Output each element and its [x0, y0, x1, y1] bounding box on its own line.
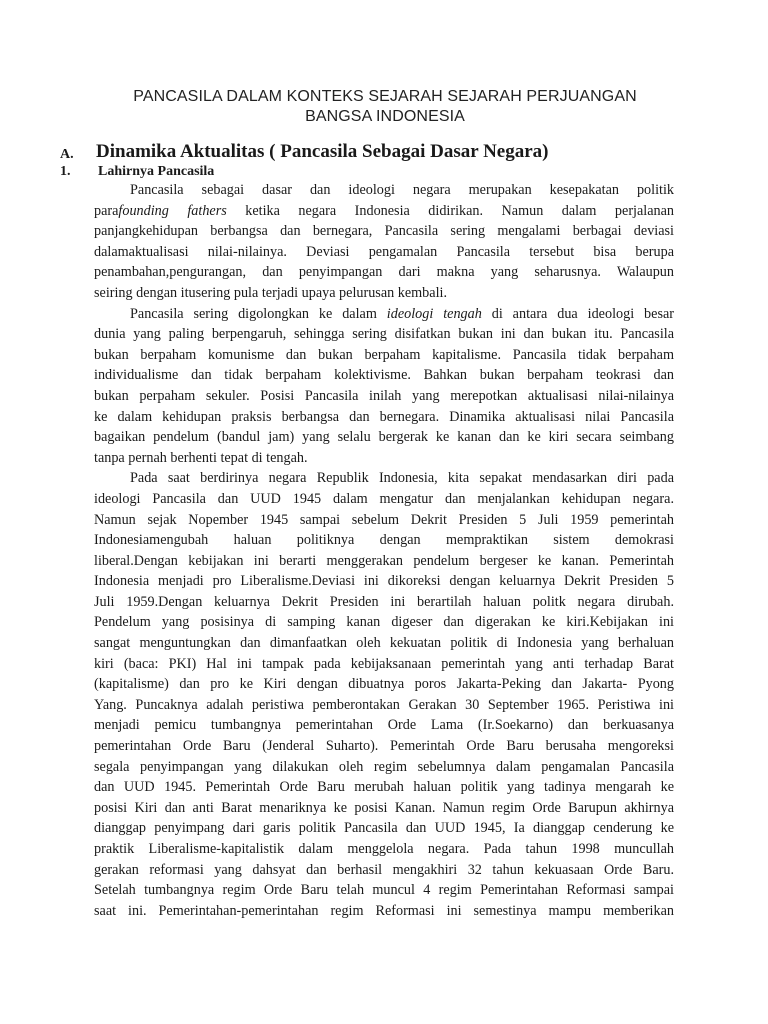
text-line — [94, 901, 674, 922]
text-line — [94, 715, 674, 736]
text-line — [94, 365, 674, 386]
text-line-content: Pancasila sebagai dasar dan ideologi negara merupakan kesepakatan politik — [130, 182, 674, 198]
text-line-content: Pada saat berdirinya negara Republik Indonesia, kita sepakat mendasarkan diri pada — [130, 470, 674, 487]
text-line — [94, 530, 674, 551]
text-line-content: praktik Liberalisme-kapitalistik dalam menggelola negara. Pada tahun 1998 muncullah — [94, 841, 674, 857]
text-line — [94, 510, 674, 531]
text-line-content: bukan berpaham komunisme dan bukan berpaham kapitalisme. Pancasila tidak berpaham — [94, 346, 674, 363]
text-line — [94, 695, 674, 716]
italic-term: founding fathers — [118, 202, 227, 219]
text-line — [94, 345, 674, 366]
text-line-content: liberal.Dengan kebijakan ini berarti menggerakan pendelum bergeser ke kanan. Pemerintah — [94, 552, 674, 569]
text-line — [94, 633, 674, 654]
text-line — [94, 839, 674, 860]
text-line-content: Indonesia menjadi pro Liberalisme.Deviasi ini dikoreksi dengan keluarnya Dekrit Presiden 5 — [94, 573, 674, 590]
subsection-marker: 1. — [60, 164, 71, 179]
text-line-content: dan UUD 1945. Pemerintah Orde Baru merubah haluan politik yang tadinya mengarah ke — [94, 779, 674, 796]
text-line-content: segala penyimpangan yang dilakukan oleh regim sebelumnya dalam pengamalan Pancasila — [94, 758, 674, 775]
text-line — [94, 180, 674, 201]
text-line-content: Pancasila sering digolongkan ke dalam — [130, 305, 387, 322]
text-line-content: tanpa pernah berhenti tepat di tengah. — [94, 449, 308, 466]
text-line — [94, 304, 674, 325]
text-line-content: ideologi Pancasila dan UUD 1945 dalam mengatur dan menjalankan kehidupan negara. — [94, 490, 674, 507]
italic-term: ideologi tengah — [386, 305, 482, 322]
text-line-content: di antara dua ideologi besar — [481, 305, 674, 322]
text-line — [94, 386, 674, 407]
text-line-content: kiri (baca: PKI) Hal ini tampak pada kebijaksanaan pemerintah yang anti terhadap Barat — [94, 655, 674, 672]
text-line — [94, 427, 674, 448]
text-line — [94, 407, 674, 428]
text-line — [94, 468, 674, 489]
text-line-content: Yang. Puncaknya adalah peristiwa pemberontakan Gerakan 30 September 1965. Peristiwa ini — [94, 696, 674, 713]
text-line — [94, 880, 674, 901]
text-line — [94, 674, 674, 695]
text-line-content: (kapitalisme) dan pro ke Kiri dengan dibuatnya poros Jakarta-Peking dan Jakarta- Pyong — [94, 676, 674, 693]
text-line — [94, 612, 674, 633]
text-line-content: penambahan,pengurangan, dan penyimpangan dari makna yang seharusnya. Walaupun — [94, 264, 674, 281]
section-marker: A. — [60, 147, 74, 162]
text-line — [94, 860, 674, 881]
text-line-content: Setelah tumbangnya regim Orde Baru telah muncul 4 regim Pemerintahan Reformasi sampai — [94, 882, 674, 899]
text-line — [94, 592, 674, 613]
text-line — [94, 262, 674, 283]
text-line-content: Indonesiamengubah haluan politiknya dengan mempraktikan sistem demokrasi — [94, 532, 674, 549]
text-line-content: bagaikan pendelum (bandul jam) yang selalu bergerak ke kanan dan ke kiri secara seimbang — [94, 429, 674, 446]
text-line — [94, 489, 674, 510]
text-line — [94, 736, 674, 757]
text-line-content: bukan perpaham sekuler. Posisi Pancasila inilah yang merepotkan aktualisasi nilai-nilainya — [94, 387, 674, 404]
text-line-content: menjadi pemicu tumbangnya pemerintahan Orde Lama (Ir.Soekarno) dan berkuasanya — [94, 717, 674, 734]
text-line-content: ke dalam kehidupan praksis berbangsa dan bernegara. Dinamika aktualisasi nilai Pancasila — [94, 408, 674, 425]
text-line-content: seiring dengan itusering pula terjadi upaya pelurusan kembali. — [94, 284, 448, 301]
text-line — [94, 324, 674, 345]
section-title: Dinamika Aktualitas ( Pancasila Sebagai Dasar Negara) — [96, 141, 549, 162]
text-line-content: Juli 1959.Dengan keluarnya Dekrit Presiden ini berartilah haluan politk negara dirubah. — [94, 593, 674, 610]
text-line-content: pemerintahan Orde Baru (Jenderal Suharto). Pemerintah Orde Baru berusaha mengoreksi — [94, 738, 674, 755]
text-line — [94, 242, 674, 263]
text-line — [94, 777, 674, 798]
text-line-content: saat ini. Pemerintahan-pemerintahan regim Reformasi ini semestinya mampu memberikan — [94, 902, 674, 919]
document-title-line-2: BANGSA INDONESIA — [305, 108, 465, 125]
text-line — [94, 201, 674, 222]
text-line — [94, 448, 674, 469]
text-line-content: dianggap penyimpang dari garis politik Pancasila dan UUD 1945, Ia dianggap cenderung ke — [94, 820, 674, 837]
text-line-content: sangat menguntungkan dan dimanfaatkan oleh kekuatan politik di Indonesia yang berhaluan — [94, 635, 674, 652]
text-line-content: ketika negara Indonesia didirikan. Namun dalam perjalanan — [226, 202, 675, 219]
text-line — [94, 283, 674, 304]
text-line — [94, 551, 674, 572]
document-title-line-1: PANCASILA DALAM KONTEKS SEJARAH SEJARAH PERJUANGAN — [133, 88, 637, 105]
text-line — [94, 818, 674, 839]
text-line — [94, 221, 674, 242]
text-line-content: panjangkehidupan berbangsa dan bernegara, Pancasila sering mengalami berbagai deviasi — [94, 223, 674, 240]
text-line-content: dunia yang paling berpengaruh, sehingga sering disifatkan bukan ini dan bukan itu. Pancasila — [94, 326, 674, 343]
text-line-content: gerakan reformasi yang dahsyat dan berhasil mengakhiri 32 tahun kekuasaan Orde Baru. — [94, 861, 674, 878]
text-line-content: individualisme dan tidak berpaham kolektivisme. Bahkan bukan berpaham teokrasi dan — [94, 367, 674, 384]
subsection-title: Lahirnya Pancasila — [98, 164, 215, 179]
text-line-content: Namun sejak Nopember 1945 sampai sebelum Dekrit Presiden 5 Juli 1959 pemerintah — [94, 511, 674, 528]
text-line — [94, 757, 674, 778]
text-line — [94, 654, 674, 675]
text-line-content: para — [94, 202, 119, 219]
text-line — [94, 798, 674, 819]
text-line-content: Pendelum yang posisinya di samping kanan digeser dan digerakan ke kiri.Kebijakan ini — [94, 614, 674, 631]
text-line-content: posisi Kiri dan anti Barat menariknya ke posisi Kanan. Namun regim Orde Barupun akhirnya — [94, 799, 674, 816]
text-line-content: dalamaktualisasi nilai-nilainya. Deviasi pengamalan Pancasila tersebut bisa berupa — [94, 243, 674, 260]
document-title — [90, 87, 680, 127]
body-text — [94, 180, 674, 921]
text-line — [94, 571, 674, 592]
